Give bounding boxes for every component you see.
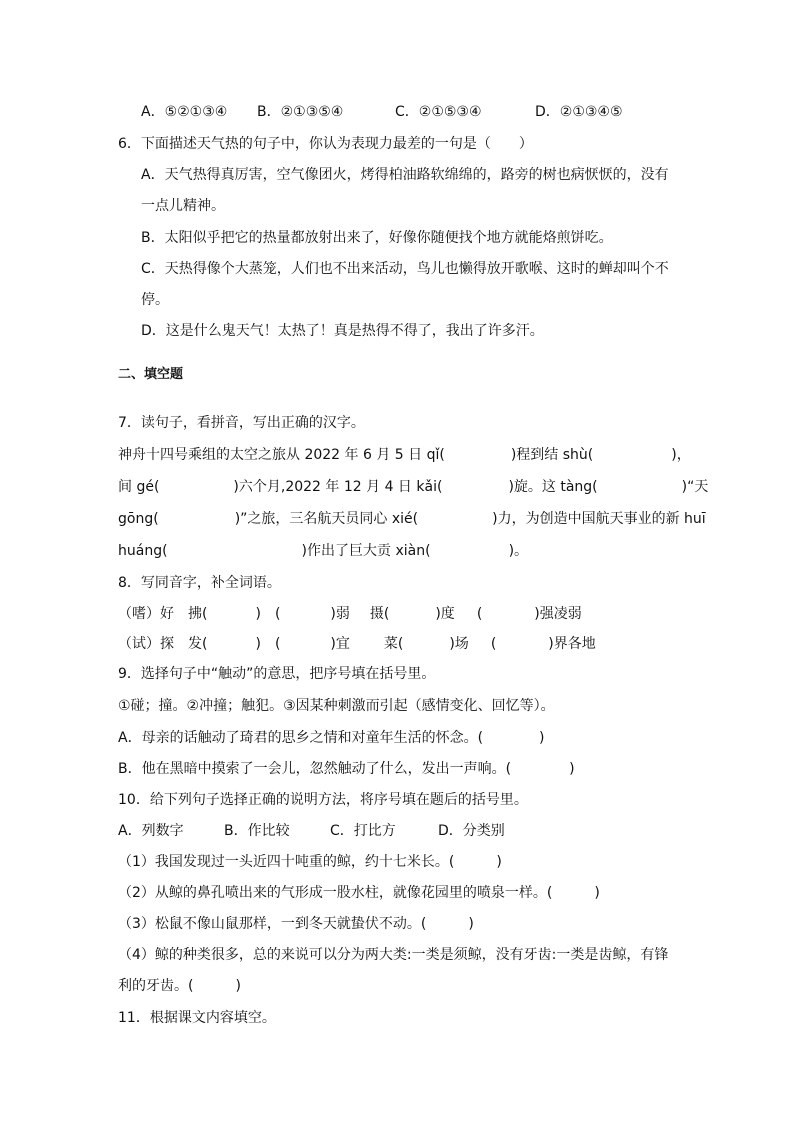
q10-sentence-3: （3）松鼠不像山鼠那样，一到冬天就蛰伏不动。( ) xyxy=(118,916,474,932)
q11-stem: 11．根据课文内容填空。 xyxy=(118,1010,276,1026)
q10-sentence-2: （2）从鲸的鼻孔喷出来的气形成一股水柱，就像花园里的喷泉一样。( ) xyxy=(118,885,600,901)
q8-row-1: （嗜）好 拂( ) ( )弱 摄( )度 ( )强凌弱 xyxy=(118,606,582,622)
q9-sentence-b: B．他在黑暗中摸索了一会儿，忽然触动了什么，发出一声响。( ) xyxy=(118,761,575,777)
q10-stem: 10．给下列句子选择正确的说明方法，将序号填在题后的括号里。 xyxy=(118,792,528,808)
q8-row-2: （试）探 发( ) ( )宜 菜( )场 ( )界各地 xyxy=(118,636,596,652)
q5-option-a: A．⑤②①③④ xyxy=(141,104,228,120)
q9-stem: 9．选择句子中“触动”的意思，把序号填在括号里。 xyxy=(118,666,436,682)
q10-sentence-1: （1）我国发现过一头近四十吨重的鲸，约十七米长。( ) xyxy=(118,854,502,870)
q7-line-4: huáng( )作出了巨大贡 xiàn( )。 xyxy=(118,543,529,559)
q6-option-c-cont: 停。 xyxy=(141,292,169,308)
q7-line-3: gōng( )”之旅，三名航天员同心 xié( )力，为创造中国航天事业的新 huī xyxy=(118,511,706,527)
q6-option-a: A．天气热得真厉害，空气像团火，烤得柏油路软绵绵的，路旁的树也病恹恹的，没有 xyxy=(141,167,669,183)
q10-options xyxy=(118,821,505,841)
q6-option-c: C．天热得像个大蒸笼，人们也不出来活动，鸟儿也懒得放开歌喉、这时的蝉却叫个不 xyxy=(141,261,669,277)
q6-option-a-cont: 一点儿精神。 xyxy=(141,198,225,214)
q10-option-c: C．打比方 xyxy=(330,823,396,839)
q8-stem: 8．写同音字，补全词语。 xyxy=(118,575,281,591)
q10-sentence-4: （4）鲸的种类很多，总的来说可以分为两大类:一类是须鲸，没有牙齿:一类是齿鲸，有锋 xyxy=(118,947,669,963)
q9-meanings: ①碰；撞。②冲撞；触犯。③因某种刺激而引起（感情变化、回忆等）。 xyxy=(118,698,555,714)
q7-line-1: 神舟十四号乘组的太空之旅从 2022 年 6 月 5 日 qǐ( )程到结 shù( )， xyxy=(118,447,691,463)
q10-option-b: B．作比较 xyxy=(224,823,290,839)
q6-option-d: D．这是什么鬼天气！太热了！真是热得不得了，我出了许多汗。 xyxy=(141,323,544,339)
q5-option-b: B．②①③⑤④ xyxy=(257,104,344,120)
q10-option-a: A．列数字 xyxy=(118,823,184,839)
q10-sentence-4-cont: 利的牙齿。( ) xyxy=(118,978,241,994)
q7-stem: 7．读句子，看拼音，写出正确的汉字。 xyxy=(118,415,365,431)
q5-options xyxy=(141,102,623,122)
q9-sentence-a: A．母亲的话触动了琦君的思乡之情和对童年生活的怀念。( ) xyxy=(118,730,545,746)
q7-line-2: 间 gé( )六个月,2022 年 12 月 4 日 kǎi( )旋。这 tàng( )“天 xyxy=(118,479,709,495)
q5-option-c: C．②①⑤③④ xyxy=(395,104,482,120)
q6-stem: 6．下面描述天气热的句子中，你认为表现力最差的一句是（ ） xyxy=(118,136,533,152)
q10-option-d: D．分类别 xyxy=(438,823,505,839)
section-title: 二、填空题 xyxy=(118,367,184,382)
q6-option-b: B．太阳似乎把它的热量都放射出来了，好像你随便找个地方就能烙煎饼吃。 xyxy=(141,230,613,246)
q5-option-d: D．②①③④⑤ xyxy=(535,104,623,120)
